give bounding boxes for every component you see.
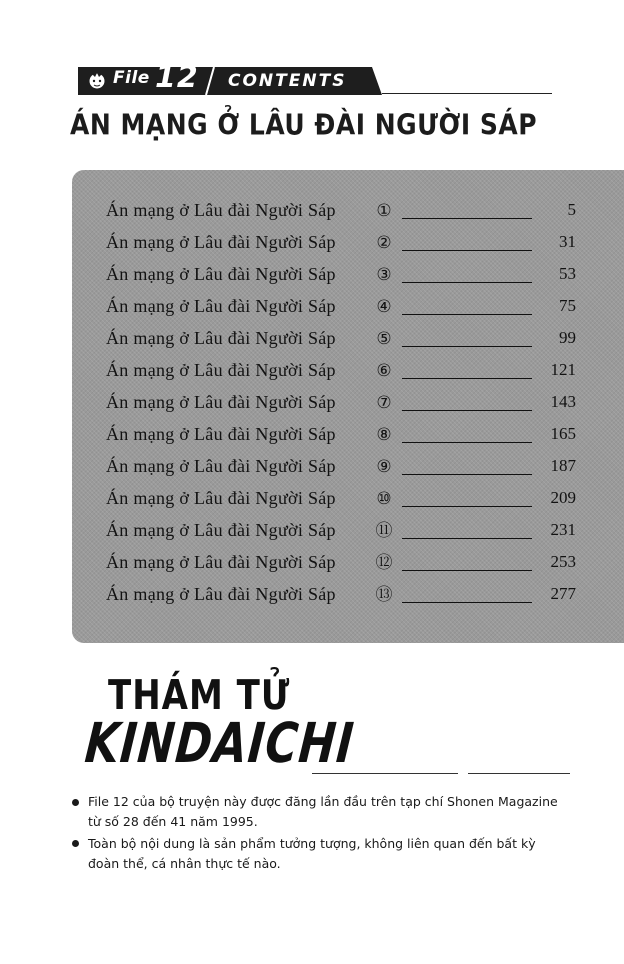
toc-row	[106, 552, 576, 576]
toc-page-number: 31	[559, 232, 576, 251]
divider-rule	[312, 773, 458, 774]
toc-title: Án mạng ở Lâu đài Người Sáp	[106, 328, 336, 348]
toc-title: Án mạng ở Lâu đài Người Sáp	[106, 584, 336, 604]
toc-title: Án mạng ở Lâu đài Người Sáp	[106, 264, 336, 284]
toc-row	[106, 520, 576, 544]
toc-leader-line	[402, 378, 532, 379]
toc-title: Án mạng ở Lâu đài Người Sáp	[106, 488, 336, 508]
toc-title: Án mạng ở Lâu đài Người Sáp	[106, 296, 336, 316]
toc-title: Án mạng ở Lâu đài Người Sáp	[106, 552, 336, 572]
volume-subtitle: ÁN MẠNG Ở LÂU ĐÀI NGƯỜI SÁP	[70, 108, 538, 142]
toc-row	[106, 200, 576, 224]
header-rule	[382, 93, 552, 94]
detective-face-icon	[86, 68, 108, 92]
toc-page-number: 5	[567, 200, 576, 219]
toc-chapter-number: ⑫	[375, 553, 393, 572]
toc-chapter-number: ⑧	[376, 425, 392, 444]
toc-row	[106, 264, 576, 288]
toc-page-number: 231	[550, 520, 576, 539]
toc-chapter-number: ⑤	[376, 329, 392, 348]
toc-chapter-number: ⑩	[376, 489, 392, 508]
toc-leader-line	[402, 250, 532, 251]
toc-leader-line	[402, 538, 532, 539]
publication-note: File 12 của bộ truyện này được đăng lần đầu trên tạp chí Shonen Magazine từ số 28 đến 41 năm 1995.	[88, 794, 558, 829]
toc-page-number: 277	[550, 584, 576, 603]
toc-title: Án mạng ở Lâu đài Người Sáp	[106, 360, 336, 380]
toc-chapter-number: ⑨	[376, 457, 392, 476]
toc-chapter-number: ①	[376, 201, 392, 220]
toc-row	[106, 456, 576, 480]
toc-page-number: 99	[559, 328, 576, 347]
disclaimer-note: Toàn bộ nội dung là sản phẩm tưởng tượng, không liên quan đến bất kỳ đoàn thể, cá nhân thực tế nào.	[88, 836, 536, 871]
toc-row	[106, 328, 576, 352]
toc-title: Án mạng ở Lâu đài Người Sáp	[106, 520, 336, 540]
file-number: 12	[155, 60, 199, 95]
toc-chapter-number: ⑦	[376, 393, 392, 412]
toc-leader-line	[402, 346, 532, 347]
toc-page-number: 209	[550, 488, 576, 507]
toc-title: Án mạng ở Lâu đài Người Sáp	[106, 232, 336, 252]
toc-leader-line	[402, 442, 532, 443]
toc-row	[106, 488, 576, 512]
file-label: File	[113, 68, 150, 88]
toc-title: Án mạng ở Lâu đài Người Sáp	[106, 392, 336, 412]
toc-row	[106, 360, 576, 384]
toc-chapter-number: ④	[376, 297, 392, 316]
bullet-icon	[72, 799, 79, 806]
toc-leader-line	[402, 506, 532, 507]
toc-page-number: 187	[550, 456, 576, 475]
series-logo-line2: KINDAICHI	[82, 712, 357, 776]
contents-label: CONTENTS	[228, 71, 347, 91]
toc-chapter-number: ③	[376, 265, 392, 284]
toc-page-number: 53	[559, 264, 576, 283]
toc-leader-line	[402, 410, 532, 411]
toc-title: Án mạng ở Lâu đài Người Sáp	[106, 200, 336, 220]
toc-chapter-number: ⑥	[376, 361, 392, 380]
toc-row	[106, 232, 576, 256]
series-logo-line1: THÁM TỬ	[108, 672, 291, 720]
toc-row	[106, 296, 576, 320]
toc-leader-line	[402, 282, 532, 283]
toc-leader-line	[402, 218, 532, 219]
toc-leader-line	[402, 602, 532, 603]
toc-title: Án mạng ở Lâu đài Người Sáp	[106, 424, 336, 444]
toc-chapter-number: ⑪	[375, 521, 393, 540]
toc-page-number: 121	[550, 360, 576, 379]
toc-page-number: 143	[550, 392, 576, 411]
toc-row	[106, 584, 576, 608]
toc-page-number: 253	[550, 552, 576, 571]
toc-leader-line	[402, 570, 532, 571]
toc-page-number: 75	[559, 296, 576, 315]
toc-page-number: 165	[550, 424, 576, 443]
toc-chapter-number: ⑬	[375, 585, 393, 604]
toc-leader-line	[402, 474, 532, 475]
toc-chapter-number: ②	[376, 233, 392, 252]
toc-leader-line	[402, 314, 532, 315]
toc-row	[106, 424, 576, 448]
bullet-icon	[72, 840, 79, 847]
toc-row	[106, 392, 576, 416]
divider-rule	[468, 773, 570, 774]
toc-title: Án mạng ở Lâu đài Người Sáp	[106, 456, 336, 476]
